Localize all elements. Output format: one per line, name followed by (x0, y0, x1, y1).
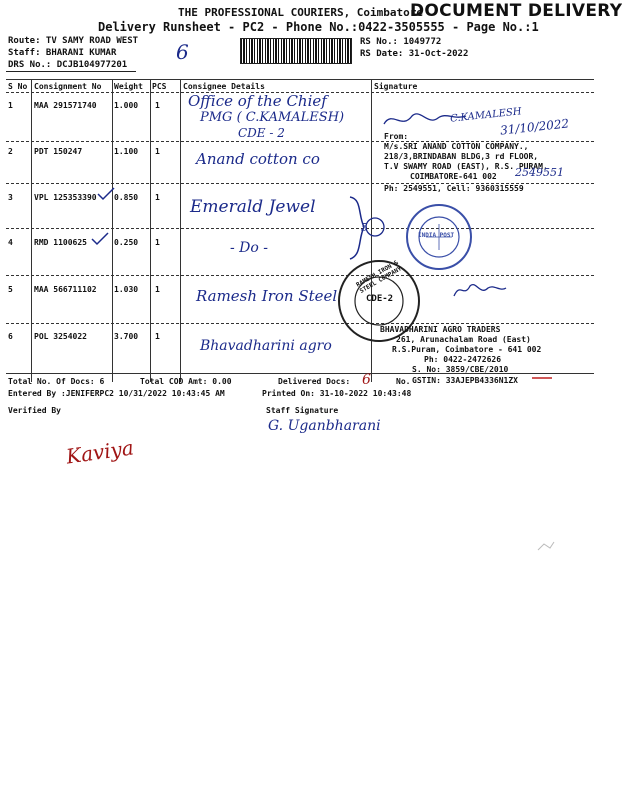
delivered-docs-value: 6 (362, 372, 371, 388)
row1-consignee-line1: Office of the Chief (188, 92, 327, 110)
row5-consignee: Ramesh Iron Steel (196, 287, 338, 305)
row5-sno: 5 (8, 285, 13, 294)
sig-row1-date: 31/10/2022 (499, 116, 570, 138)
row-divider-5 (6, 323, 594, 324)
bhav-stamp-line3: R.S.Puram, Coimbatore - 641 002 (392, 345, 542, 354)
route: Route: TV SAMY ROAD WEST (8, 36, 139, 46)
sig-row2-number: 2549551 (515, 166, 564, 179)
rs-number: RS No.: 1049772 (360, 37, 442, 47)
col-header-pcs: PCS (152, 82, 167, 91)
col-header-consignment: Consignment No (34, 82, 102, 91)
col-header-weight: Weight (114, 82, 143, 91)
row5-consignment: MAA 566711102 (34, 285, 97, 294)
col-header-sno: S No (8, 82, 28, 91)
row1-weight: 1.000 (114, 101, 139, 110)
signature-scribble-1-icon (380, 104, 470, 134)
document-delivery-title: DOCUMENT DELIVERY (410, 1, 622, 21)
row3-sno: 3 (8, 193, 13, 202)
bhav-stamp-line2: 261, Arunachalam Road (East) (396, 335, 531, 344)
company-name: THE PROFESSIONAL COURIERS, Coimbatore (178, 6, 424, 19)
printed-on: Printed On: 31-10-2022 10:43:48 (262, 389, 412, 398)
anand-stamp-from: From: (384, 132, 409, 141)
drs-underline (6, 71, 136, 72)
col-header-consignee: Consignee Details (183, 82, 265, 91)
row4-consignment: RMD 1100625 (34, 238, 87, 247)
red-dash-icon (530, 374, 554, 382)
bhav-stamp-line5: S. No: 3859/CBE/2010 (412, 365, 509, 374)
col-divider-3 (150, 79, 151, 382)
row2-weight: 1.100 (114, 147, 139, 156)
row4-weight: 0.250 (114, 238, 139, 247)
row5-weight: 1.030 (114, 285, 139, 294)
ramesh-stamp-text: RAMESH IRON & STEEL COMPANY (355, 259, 403, 295)
no-label: No. (396, 377, 411, 386)
total-docs: Total No. Of Docs: 6 (8, 377, 105, 386)
row4-sno: 4 (8, 238, 13, 247)
col-divider-2 (112, 79, 113, 382)
runsheet-line: Delivery Runsheet - PC2 - Phone No.:0422-3505555 - Page No.:1 (98, 20, 539, 34)
verified-signature: Kaviya (64, 435, 136, 469)
row3-consignment: VPL 125353390 (34, 193, 97, 202)
row1-consignee-line3: CDE - 2 (238, 126, 285, 140)
row3-consignee: Emerald Jewel (190, 197, 316, 217)
total-cod: Total COD Amt: 0.00 (140, 377, 232, 386)
delivered-docs-label: Delivered Docs: (278, 377, 351, 386)
col-divider-1 (31, 79, 32, 382)
row4-consignee: - Do - (230, 240, 269, 256)
entered-by: Entered By :JENIFERPC2 10/31/2022 10:43:45 AM (8, 389, 225, 398)
anand-stamp-line2: 218/3,BRINDABAN BLDG,3 rd FLOOR, (384, 152, 539, 161)
row1-pcs: 1 (155, 101, 160, 110)
tick-row4-icon (90, 231, 110, 247)
anand-stamp-line4: COIMBATORE-641 002 (410, 172, 497, 181)
staff-signature: G. Uganbharani (268, 418, 381, 434)
row6-consignment: POL 3254022 (34, 332, 87, 341)
col-divider-4 (180, 79, 181, 382)
bhav-stamp-line6: GSTIN: 33AJEPB4336N1ZX (412, 376, 518, 385)
row2-pcs: 1 (155, 147, 160, 156)
staff-signature-label: Staff Signature (266, 406, 339, 415)
bhav-stamp-line1: BHAVADHARINI AGRO TRADERS (380, 325, 501, 334)
brace-number: 5 (361, 221, 368, 234)
tick-row3-icon (96, 186, 116, 202)
row2-consignee: Anand cotton co (196, 150, 320, 168)
row2-sno: 2 (8, 147, 13, 156)
anand-stamp-line3: T.V SWAMY ROAD (EAST), R.S. PURAM, (384, 162, 548, 171)
row3-weight: 0.850 (114, 193, 139, 202)
row2-consignment: PDT 150247 (34, 147, 83, 156)
bhav-stamp-line4: Ph: 0422-2472626 (424, 355, 502, 364)
ramesh-stamp-center: CDE-2 (366, 294, 394, 304)
round-stamp-text: INDIA POST (418, 232, 455, 239)
row6-weight: 3.700 (114, 332, 139, 341)
signature-scribble-5-icon (450, 278, 510, 302)
row1-consignee-line2: PMG ( C.KAMALESH) (200, 110, 345, 125)
rs-date: RS Date: 31-Oct-2022 (360, 49, 469, 59)
drs-number: DRS No.: DCJB104977201 (8, 60, 128, 70)
staff: Staff: BHARANI KUMAR (8, 48, 117, 58)
anand-stamp-line5: Ph: 2549551, Cell: 9360315559 (384, 184, 524, 193)
anand-stamp-line1: M/s.SRI ANAND COTTON COMPANY., (384, 142, 529, 151)
row3-pcs: 1 (155, 193, 160, 202)
verified-by-label: Verified By (8, 406, 61, 415)
row6-sno: 6 (8, 332, 13, 341)
table-top-border (6, 79, 594, 80)
col-header-signature: Signature (374, 82, 418, 91)
barcode (240, 38, 352, 64)
row-divider-3 (6, 228, 594, 229)
row5-pcs: 1 (155, 285, 160, 294)
sig-row1-name: C.KAMALESH (449, 106, 523, 125)
row6-pcs: 1 (155, 332, 160, 341)
row6-consignee: Bhavadharini agro (200, 338, 332, 354)
row1-consignment: MAA 291571740 (34, 101, 97, 110)
row1-sno: 1 (8, 101, 13, 110)
handwritten-six: 6 (176, 40, 189, 64)
row4-pcs: 1 (155, 238, 160, 247)
scan-speck-icon (536, 540, 556, 554)
row-divider-4 (6, 275, 594, 276)
